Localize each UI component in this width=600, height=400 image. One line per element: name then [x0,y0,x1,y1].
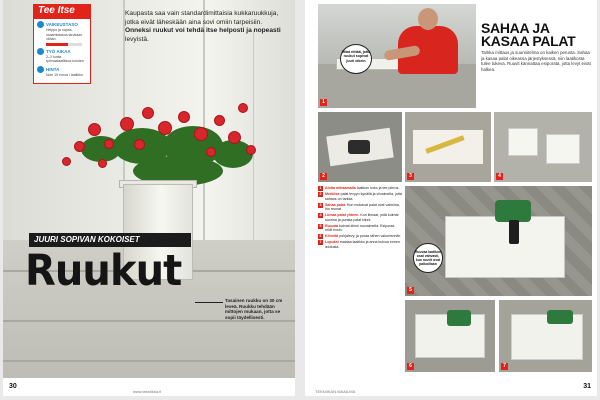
photo-callout: Ruuvaa laatikon osat vahvasti, kun ruuvit ovat paikoillaan [413,243,443,273]
clock-icon [37,48,44,55]
drill-icon [495,200,531,222]
photo-5: 5 [405,186,592,296]
step-item: 7 Lopuksi maalaa laatikko ja anna kuivua ennen istutusta. [319,240,400,249]
difficulty-icon [37,21,44,28]
step-item: 3 Sahaa palat. Kun mukavat palat ovat valmiina, hio reunat. [319,202,400,212]
page-number: 30 [9,383,17,390]
kicker: JUURI SOPIVAN KOKOISET [29,233,191,247]
hero-photo [318,4,476,108]
photo-4: 4 [494,112,592,182]
photo-6: 6 [405,300,495,372]
left-page [3,0,295,396]
photo-2: 2 [318,112,402,182]
page-title: Ruukut [25,246,182,296]
step-item: 2 Merkitse palat levyyn kynällä ja viivaimella, jotta sahaus on tarkka. [319,192,402,201]
section-tag: Tee Itse [33,4,91,18]
section-title: SAHAA JA KASAA PALAT [481,20,576,49]
euro-icon [37,66,44,73]
photo-number: 1 [320,99,327,106]
step-item: 4 Liimaa palat yhteen. Kun liimaat, pidä kulmat suorina ja purista palat kiinni. [319,213,399,222]
step-item: 1 Aloita mittaamalla laatikon koko ja tee piirros. [319,186,400,190]
photo-3: 3 [405,112,491,182]
info-price: HINTA Noin 15 euroa / laatikko [37,66,87,78]
page-number: 31 [583,383,591,390]
intro-text: Kaupasta saa vain standardimittaisia kukkaruukkuja, jotka eivät läheskään aina sovi omiin tarpeisiin. Onneksi ruukut voi tehdä itse helposti ja nopeasti levyistä. [125,10,281,43]
info-difficulty: VAIKEUSTASO Helppo ja nopea, osaamistasoa tarvitaan vähän [37,21,87,46]
instruction-steps [318,186,402,251]
photo-7: 7 [499,300,592,372]
speech-bubble: Mitat riittää, jotta ruukut sopivat juuri oikein [340,44,372,74]
step-item: 5 Ruuvaa kulmat kiinni ruuvaimella. Esiporaa reiät ensin. [319,223,395,233]
info-box [33,18,91,84]
section-intro: Tarkka mittaus ja suunnitelma on kaiken perusta. Sahaa ja kasaa palat oikeassa järjestyksessä, niin laatikosta tulee tukeva. Ruuvit kannattaa esiporata, jotta levyt eivät halkea. [481,50,591,72]
step-item: 6 Kiinnitä pohjalevy, ja poraa siihen valumisreiät. [319,233,401,238]
difficulty-bar [46,43,82,46]
footer: www.tekniikka.fi [133,389,162,394]
photo-caption: Tasainen ruukku on 30 cm leveä. Ruukku tehdään mittojen mukaan, jotta se sopii täydellisesti. [225,298,289,320]
right-page [305,0,597,396]
footer: TEKNIIKAN MAAILMA [315,389,356,394]
info-time: TYÖ AIKAA 2–3 tuntia työmaalaatikkoa kohden [37,48,87,64]
